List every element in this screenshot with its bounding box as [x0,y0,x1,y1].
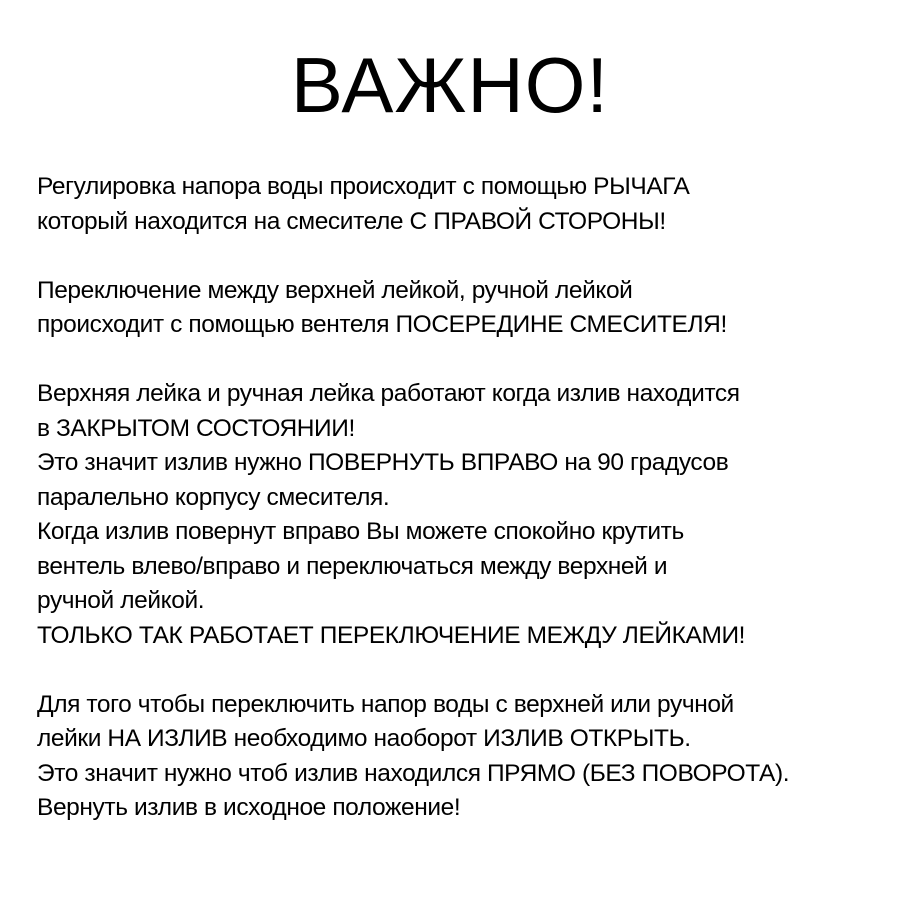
paragraph-spout-closed [37,377,897,653]
page-title: ВАЖНО! [290,41,610,129]
text-line: ручной лейкой. [37,587,205,614]
text-line: Это значит нужно чтоб излив находился ПРЯМО (БЕЗ ПОВОРОТА). [37,759,790,787]
paragraph-switch-valve [37,274,897,343]
instruction-text [37,170,897,826]
text-line: Верхняя лейка и ручная лейка работают когда излив находится [37,380,740,407]
text-line: Вернуть излив в исходное положение! [37,794,461,821]
text-line: Регулировка напора воды происходит с помощью РЫЧАГА [37,173,690,200]
text-line: вентель влево/вправо и переключаться между верхней и [37,552,668,580]
paragraph-spout-open [37,688,897,826]
paragraph-gap [37,239,897,274]
text-line: в ЗАКРЫТОМ СОСТОЯНИИ! [37,414,355,442]
text-line: паралельно корпусу смесителя. [37,483,390,511]
paragraph-pressure-lever [37,170,897,239]
text-line: который находится на смесителе С ПРАВОЙ СТОРОНЫ! [37,207,666,235]
text-line: Это значит излив нужно ПОВЕРНУТЬ ВПРАВО на 90 градусов [37,449,729,476]
text-line: Для того чтобы переключить напор воды с верхней или ручной [37,690,734,718]
text-line: лейки НА ИЗЛИВ необходимо наоборот ИЗЛИВ ОТКРЫТЬ. [37,725,691,752]
text-line: происходит с помощью вентеля ПОСЕРЕДИНЕ СМЕСИТЕЛЯ! [37,311,727,338]
paragraph-gap [37,343,897,378]
text-line: ТОЛЬКО ТАК РАБОТАЕТ ПЕРЕКЛЮЧЕНИЕ МЕЖДУ ЛЕЙКАМИ! [37,621,746,649]
text-line: Когда излив повернут вправо Вы можете спокойно крутить [37,518,684,545]
text-line: Переключение между верхней лейкой, ручной лейкой [37,276,633,304]
paragraph-gap [37,653,897,688]
